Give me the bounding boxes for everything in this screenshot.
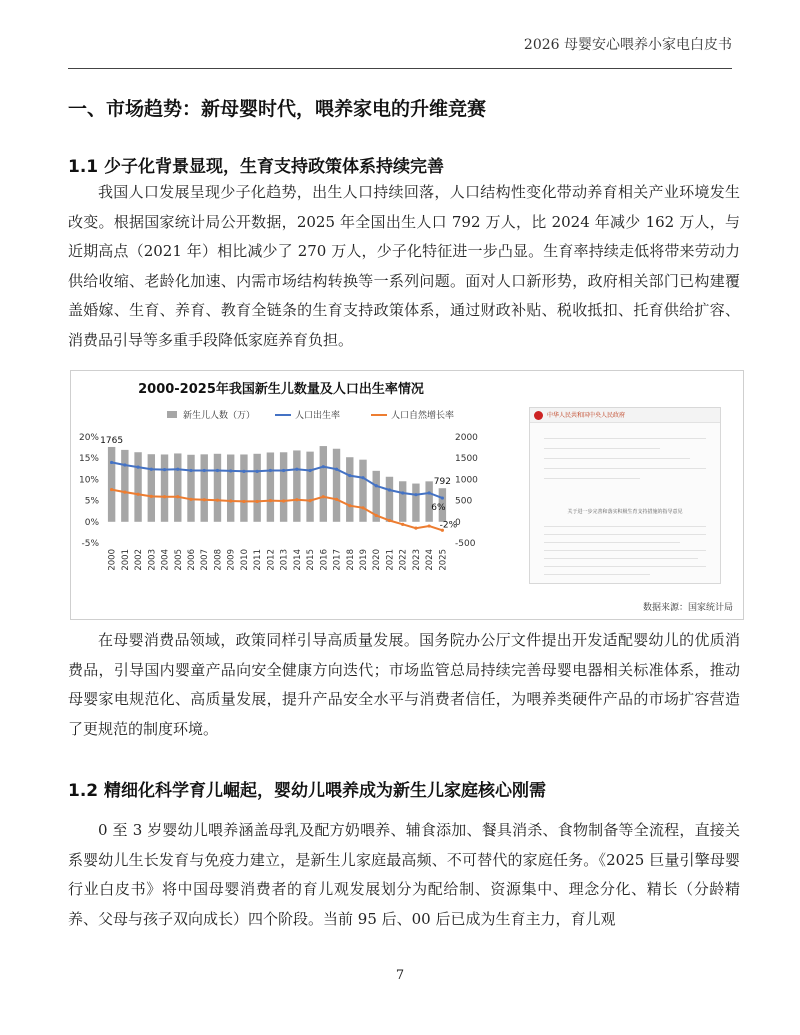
- line-point: [163, 468, 166, 471]
- line-point: [256, 470, 259, 473]
- bar: [425, 481, 432, 521]
- left-tick-label: 15%: [78, 454, 99, 465]
- line-point: [242, 470, 245, 473]
- page-number: 7: [395, 968, 405, 983]
- data-label-last-bar: 792: [433, 477, 451, 488]
- bar: [134, 452, 141, 522]
- paragraph-2: 在母婴消费品领域，政策同样引导高质量发展。国务院办公厅文件提出开发适配婴幼儿的优质消费品，引导国内婴童产品向安全健康方向迭代；市场监管总局持续完善母婴电器相关标准体系，推动母婴家电规范化、高质量发展，提升产品安全水平与消费者信任，为喂养类硬件产品的市场扩容营造了更规范的制度环境。: [68, 631, 740, 738]
- document-banner: [530, 408, 720, 423]
- line-point: [282, 469, 285, 472]
- right-tick-label: 2000: [455, 433, 478, 443]
- x-tick-label: 2022: [398, 549, 409, 571]
- line-point: [295, 498, 298, 501]
- subsection-heading-1-1: 1.1 少子化背景显现，生育支持政策体系持续完善: [68, 157, 445, 177]
- data-source-note: 数据来源：国家统计局: [642, 603, 733, 613]
- line-point: [361, 476, 364, 479]
- x-tick-label: 2001: [120, 549, 131, 571]
- x-tick-label: 2016: [319, 549, 330, 571]
- line-point: [269, 499, 272, 502]
- bar: [108, 447, 115, 522]
- data-label-first-bar: 1765: [100, 435, 124, 446]
- line-point: [414, 493, 417, 496]
- bar: [267, 452, 274, 521]
- bar: [333, 449, 340, 522]
- x-tick-label: 2020: [372, 549, 383, 571]
- line-point: [203, 498, 206, 501]
- line-point: [428, 524, 431, 527]
- x-tick-label: 2018: [345, 549, 356, 571]
- left-tick-label: 20%: [78, 433, 99, 443]
- line-point: [375, 514, 378, 517]
- line-point: [110, 488, 113, 491]
- bar: [214, 454, 221, 522]
- line-point: [203, 469, 206, 472]
- line-point: [216, 469, 219, 472]
- line-point: [375, 484, 378, 487]
- line-point: [189, 469, 192, 472]
- left-tick-label: 10%: [78, 475, 99, 486]
- bar: [227, 455, 234, 522]
- line-point: [256, 500, 259, 503]
- line-point: [123, 463, 126, 466]
- bar: [399, 481, 406, 522]
- x-tick-label: 2015: [306, 549, 317, 571]
- line-point: [216, 499, 219, 502]
- line-point: [361, 506, 364, 509]
- bar: [346, 457, 353, 522]
- x-tick-label: 2012: [266, 549, 277, 571]
- header-rule: [68, 68, 732, 69]
- bar: [201, 454, 208, 521]
- right-tick-label: -500: [455, 539, 476, 549]
- line-point: [388, 488, 391, 491]
- line-point: [110, 461, 113, 464]
- line-point: [163, 495, 166, 498]
- x-tick-label: 2021: [385, 549, 396, 571]
- bar: [148, 454, 155, 522]
- figure: [70, 370, 744, 620]
- line-point: [348, 504, 351, 507]
- line-point: [189, 498, 192, 501]
- line-point: [322, 495, 325, 498]
- bar: [412, 484, 419, 522]
- line-point: [401, 491, 404, 494]
- x-tick-label: 2025: [438, 549, 449, 571]
- line-point: [242, 500, 245, 503]
- x-tick-label: 2006: [187, 549, 197, 571]
- bar: [174, 453, 181, 521]
- line-point: [388, 519, 391, 522]
- line-point: [335, 468, 338, 471]
- data-label-birth-rate: 6%: [431, 503, 446, 514]
- line-point: [308, 469, 311, 472]
- line-point: [150, 495, 153, 498]
- left-tick-label: 0%: [84, 517, 99, 528]
- line-point: [229, 469, 232, 472]
- paragraph-3: 0 至 3 岁婴幼儿喂养涵盖母乳及配方奶喂养、辅食添加、餐具消杀、食物制备等全流程，直接关系婴幼儿生长发育与免疫力建立，是新生儿家庭最高频、不可替代的家庭任务。《2025 巨量引擎母婴行业白皮书》将中国母婴消费者的育儿观发展划分为配给制、资源集中、理念分化、精长（分龄精养、父母与孩子双向成长）四个阶段。当前 95 后、00 后已成为生育主力，育儿观: [68, 821, 740, 928]
- line-point: [176, 468, 179, 471]
- bar: [320, 446, 327, 522]
- line-point: [348, 474, 351, 477]
- line-point: [282, 499, 285, 502]
- line-point: [136, 466, 139, 469]
- line-point: [123, 491, 126, 494]
- right-tick-label: 500: [455, 496, 473, 507]
- x-tick-label: 2007: [200, 549, 211, 571]
- chart: [71, 371, 491, 601]
- bar: [161, 454, 168, 521]
- x-tick-label: 2010: [239, 549, 250, 571]
- line-point: [269, 469, 272, 472]
- national-emblem-icon: [534, 411, 543, 420]
- legend-swatch-0: [167, 411, 177, 418]
- x-tick-label: 2011: [253, 549, 264, 571]
- data-label-growth-rate: -2%: [439, 520, 458, 531]
- bar: [121, 450, 128, 522]
- line-point: [414, 527, 417, 530]
- x-tick-label: 2019: [359, 549, 369, 571]
- line-point: [136, 493, 139, 496]
- bar: [187, 455, 194, 522]
- line-point: [401, 523, 404, 526]
- line-point: [229, 499, 232, 502]
- chart-title: 2000-2025年我国新生儿数量及人口出生率情况: [138, 382, 424, 397]
- paragraph-1: 我国人口发展呈现少子化趋势，出生人口持续回落，人口结构性变化带动养育相关产业环境发生改变。根据国家统计局公开数据，2025 年全国出生人口 792 万人，比 2024 年减少 162 万人，与近期高点（2021 年）相比减少了 270 万人，少子化特征进一步凸显。生育率持续走低将带来劳动力供给收缩、老龄化加速、内需市场结构转换等一系列问题。面对人口新形势，政府相关部门已构建覆盖婚嫁、生育、养育、教育全链条的生育支持政策体系，通过财政补贴、税收抵扣、托育供给扩容、消费品引导等多重手段降低家庭养育负担。: [68, 183, 740, 349]
- bar: [280, 452, 287, 522]
- right-tick-label: 1000: [455, 475, 478, 486]
- x-tick-label: 2000: [107, 549, 118, 571]
- policy-document-thumbnail: [529, 407, 721, 584]
- header-title: 2026 母婴安心喂养小家电白皮书: [523, 37, 732, 53]
- line-point: [322, 465, 325, 468]
- legend-label-2: 人口自然增长率: [391, 411, 455, 421]
- right-tick-label: 0: [455, 517, 461, 528]
- bar: [253, 454, 260, 522]
- x-tick-label: 2009: [226, 549, 237, 571]
- x-tick-label: 2014: [292, 549, 303, 571]
- subsection-heading-1-2: 1.2 精细化科学育儿崛起，婴幼儿喂养成为新生儿家庭核心刚需: [68, 781, 547, 801]
- document-banner-text: 中华人民共和国中央人民政府: [547, 412, 626, 419]
- line-point: [441, 496, 444, 499]
- line-point: [295, 468, 298, 471]
- bar: [240, 454, 247, 521]
- right-tick-label: 1500: [455, 454, 478, 465]
- bar: [293, 450, 300, 521]
- line-point: [150, 468, 153, 471]
- x-tick-label: 2017: [332, 549, 343, 571]
- left-tick-label: 5%: [84, 496, 99, 507]
- legend-label-0: 新生儿人数（万）: [183, 411, 256, 421]
- line-point: [308, 499, 311, 502]
- x-tick-label: 2008: [213, 549, 224, 571]
- bar: [306, 452, 313, 522]
- x-tick-label: 2013: [279, 549, 290, 571]
- document-title: 关于进一步完善和落实积极生育支持措施的指导意见: [567, 509, 683, 515]
- bar: [386, 477, 393, 522]
- x-tick-label: 2003: [147, 549, 158, 571]
- left-tick-label: -5%: [81, 539, 99, 549]
- x-tick-label: 2023: [411, 549, 422, 571]
- line-point: [335, 498, 338, 501]
- x-tick-label: 2004: [160, 549, 171, 571]
- x-tick-label: 2005: [173, 549, 184, 571]
- x-tick-label: 2002: [134, 549, 145, 571]
- section-heading: 一、市场趋势：新母婴时代，喂养家电的升维竞赛: [68, 98, 487, 120]
- line-point: [428, 491, 431, 494]
- bar: [359, 460, 366, 522]
- legend-label-1: 人口出生率: [295, 411, 341, 421]
- x-tick-label: 2024: [425, 549, 436, 571]
- line-point: [176, 495, 179, 498]
